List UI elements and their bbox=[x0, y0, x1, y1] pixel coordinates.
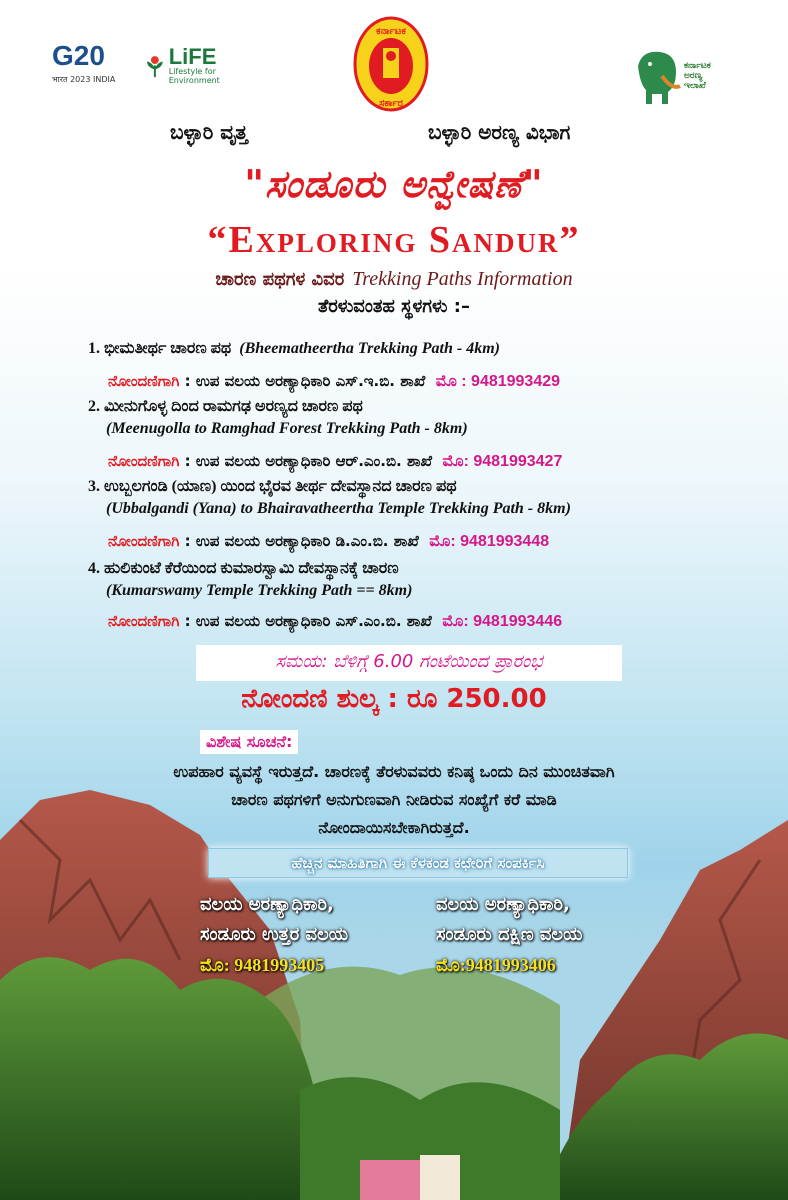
note-line-3: ನೋಂದಾಯಿಸಬೇಕಾಗಿರುತ್ತದೆ. bbox=[318, 818, 470, 837]
path-2-phone: ಮೊ: 9481993427 bbox=[442, 453, 563, 470]
officer-south-title: ವಲಯ ಅರಣ್ಯಾಧಿಕಾರಿ, bbox=[436, 894, 570, 915]
places-heading: ತೆರಳುವಂತಹ ಸ್ಥಳಗಳು :– bbox=[318, 296, 470, 317]
path-4-phone: ಮೊ: 9481993446 bbox=[442, 613, 563, 630]
subtitle-kannada: ಚಾರಣ ಪಥಗಳ ವಿವರ bbox=[215, 269, 345, 290]
officer-north-phone: ಮೊ: 9481993405 bbox=[200, 955, 325, 975]
path-2-title: 2. ಮೀನುಗೊಳ್ಳ ದಿಂದ ರಾಮಗಢ ಅರಣ್ಯದ ಚಾರಣ ಪಥ bbox=[88, 398, 363, 415]
registration-fee: ನೋಂದಣಿ ಶುಲ್ಕ : ರೂ 250.00 bbox=[241, 684, 547, 714]
subtitle bbox=[0, 268, 788, 291]
officer-north-zone: ಸಂಡೂರು ಉತ್ತರ ವಲಯ bbox=[200, 924, 349, 945]
forest-dept-text: ಕರ್ನಾಟಕ ಅರಣ್ಯ ಇಲಾಖೆ bbox=[684, 61, 711, 91]
seedling-icon bbox=[145, 47, 165, 85]
g20-logo bbox=[52, 40, 132, 94]
path-1-reg-office: : ಉಪ ವಲಯ ಅರಣ್ಯಾಧಿಕಾರಿ ಎಸ್.ಇ.ಬಿ. ಶಾಖೆ bbox=[184, 372, 426, 390]
path-2-english-text: (Meenugolla to Ramghad Forest Trekking Path - 8km) bbox=[106, 420, 468, 437]
path-4-reg-label: ನೋಂದಣಿಗಾಗಿ bbox=[108, 612, 180, 630]
division-name: ಬಳ್ಳಾರಿ ಅರಣ್ಯ ವಿಭಾಗ bbox=[428, 120, 571, 144]
officer-south-zone: ಸಂಡೂರು ದಕ್ಷಿಣ ವಲಯ bbox=[436, 924, 583, 945]
path-2-english bbox=[106, 420, 468, 438]
path-3-registration bbox=[108, 532, 549, 551]
elephant-icon bbox=[632, 46, 682, 108]
contact-banner: ಹೆಚ್ಚಿನ ಮಾಹಿತಿಗಾಗಿ ಈ ಕೆಳಕಂಡ ಕಛೇರಿಗೆ ಸಂಪರ್ಕಿಸಿ bbox=[208, 848, 628, 878]
title-english: “Exploring Sandur” bbox=[207, 219, 581, 261]
emblem-top-text: ಕರ್ನಾಟಕ bbox=[376, 26, 406, 37]
path-3-reg-label: ನೋಂದಣಿಗಾಗಿ bbox=[108, 532, 180, 550]
special-note bbox=[60, 758, 728, 842]
g20-logo-sub: भारत 2023 INDIA bbox=[52, 75, 116, 84]
forest-dept-logo bbox=[632, 44, 722, 110]
path-1-phone: ಮೊ : 9481993429 bbox=[435, 373, 561, 390]
path-4-reg-office: : ಉಪ ವಲಯ ಅರಣ್ಯಾಧಿಕಾರಿ ಎಸ್.ಎಂ.ಬಿ. ಶಾಖೆ bbox=[184, 612, 432, 630]
path-3-english-text: (Ubbalgandi (Yana) to Bhairavatheertha Temple Trekking Path - 8km) bbox=[106, 500, 571, 517]
path-1-english: (Bheematheertha Trekking Path - 4km) bbox=[239, 340, 500, 357]
path-2-registration bbox=[108, 452, 562, 471]
path-3-reg-office: : ಉಪ ವಲಯ ಅರಣ್ಯಾಧಿಕಾರಿ ಡಿ.ಎಂ.ಬಿ. ಶಾಖೆ bbox=[184, 532, 419, 550]
note-line-2: ಚಾರಣ ಪಥಗಳಿಗೆ ಅನುಗುಣವಾಗಿ ನೀಡಿರುವ ಸಂಖ್ಯೆಗೆ ಕರೆ ಮಾಡಿ bbox=[231, 790, 557, 809]
path-4-english bbox=[106, 582, 412, 600]
path-1-reg-label: ನೋಂದಣಿಗಾಗಿ bbox=[108, 372, 180, 390]
life-logo-title: LiFE bbox=[168, 44, 217, 70]
g20-logo-text: G20 bbox=[52, 40, 105, 71]
note-line-1: ಉಪಹಾರ ವ್ಯವಸ್ಥೆ ಇರುತ್ತದೆ. ಚಾರಣಕ್ಕೆ ತೆರಳುವವರು ಕನಿಷ್ಠ ಒಂದು ದಿನ ಮುಂಚಿತವಾಗಿ bbox=[173, 762, 615, 781]
circle-name: ಬಳ್ಳಾರಿ ವೃತ್ತ bbox=[170, 120, 248, 144]
path-2-reg-office: : ಉಪ ವಲಯ ಅರಣ್ಯಾಧಿಕಾರಿ ಆರ್.ಎಂ.ಬಿ. ಶಾಖೆ bbox=[184, 452, 433, 470]
path-4-title: 4. ಹುಲಿಕುಂಟೆ ಕೆರೆಯಿಂದ ಕುಮಾರಸ್ವಾಮಿ ದೇವಸ್ಥಾನಕ್ಕೆ ಚಾರಣ bbox=[88, 560, 399, 577]
karnataka-emblem-logo bbox=[352, 14, 430, 114]
life-logo bbox=[145, 38, 235, 94]
path-3-title: 3. ಉಬ್ಬಲಗಂಡಿ (ಯಾಣ) ಯಿಂದ ಭೈರವ ತೀರ್ಥ ದೇವಸ್ಥಾನದ ಚಾರಣ ಪಥ bbox=[88, 478, 457, 495]
life-logo-sub: Lifestyle for Environment bbox=[168, 67, 220, 85]
path-1-registration bbox=[108, 372, 560, 391]
subtitle-english: Trekking Paths Information bbox=[352, 268, 573, 290]
officer-north bbox=[200, 890, 348, 980]
officer-south-phone: ಮೊ:9481993406 bbox=[436, 955, 556, 975]
path-3-phone: ಮೊ: 9481993448 bbox=[429, 533, 550, 550]
path-2-reg-label: ನೋಂದಣಿಗಾಗಿ bbox=[108, 452, 180, 470]
path-4-english-text: (Kumarswamy Temple Trekking Path == 8km) bbox=[106, 582, 413, 599]
path-4-registration bbox=[108, 612, 562, 631]
special-note-heading: ವಿಶೇಷ ಸೂಚನೆ: bbox=[200, 730, 298, 754]
title-kannada: "ಸಂಡೂರು ಅನ್ವೇಷಣೆ" bbox=[244, 162, 544, 206]
path-1-title bbox=[88, 340, 500, 358]
path-3-english bbox=[106, 500, 571, 518]
timing-box: ಸಮಯ: ಬೆಳಿಗ್ಗೆ 6.00 ಗಂಟೆಯಿಂದ ಪ್ರಾರಂಭ bbox=[196, 645, 622, 681]
officer-south bbox=[436, 890, 582, 980]
officer-north-title: ವಲಯ ಅರಣ್ಯಾಧಿಕಾರಿ, bbox=[200, 894, 334, 915]
emblem-bottom-text: ಸರ್ಕಾರ bbox=[379, 98, 403, 109]
path-1-kannada: 1. ಭೀಮತೀರ್ಥ ಚಾರಣ ಪಥ bbox=[88, 340, 232, 357]
